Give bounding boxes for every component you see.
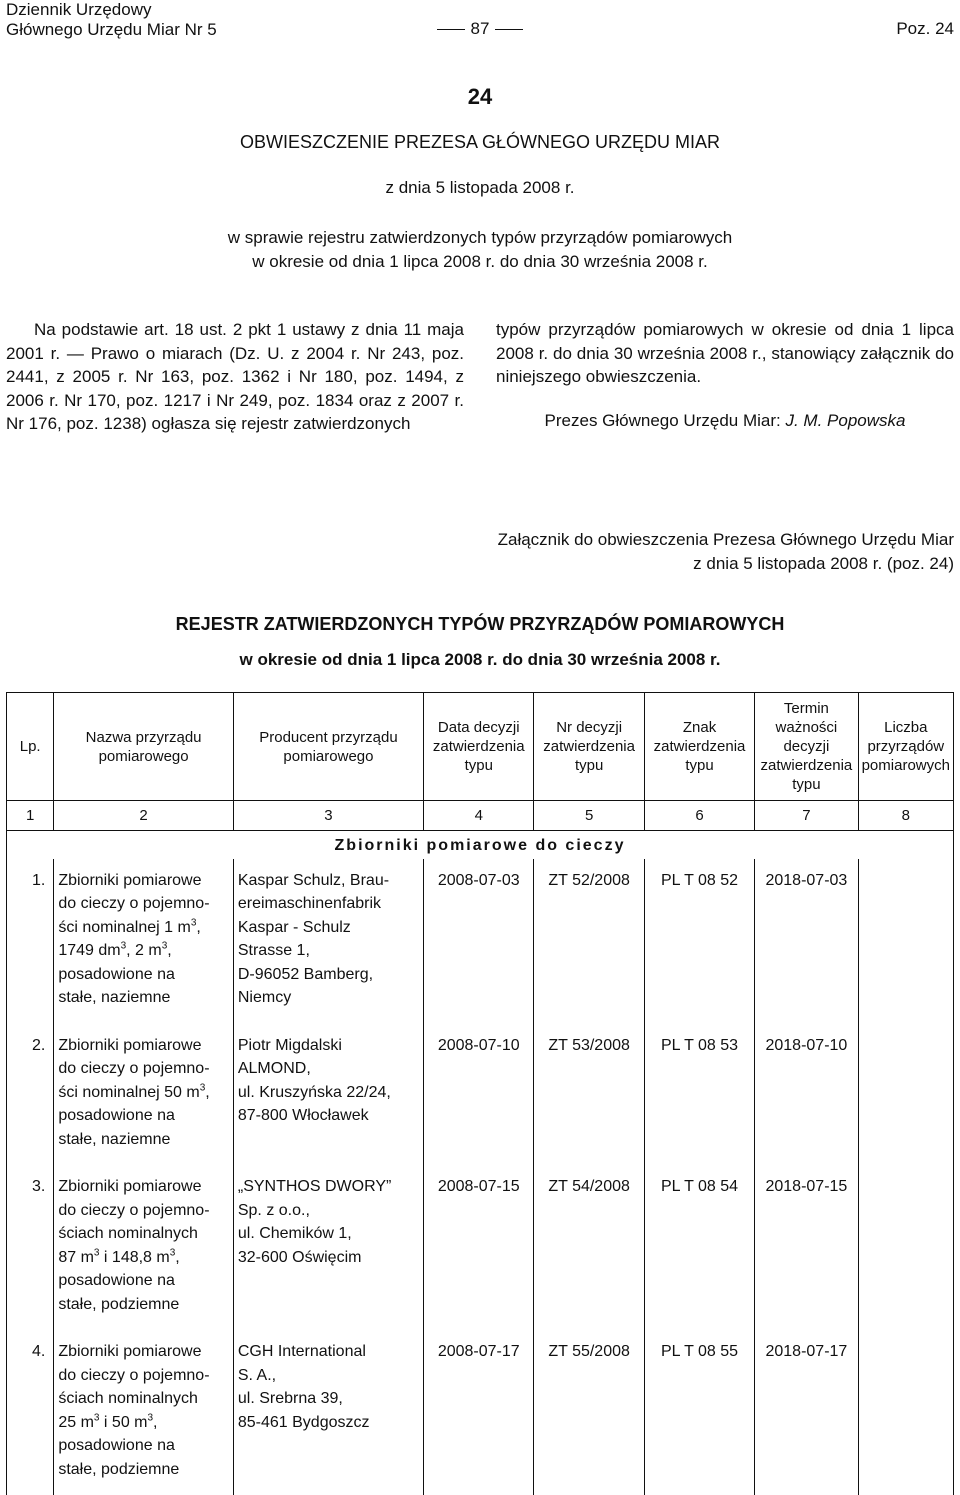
column-number: 6: [644, 801, 754, 831]
cell-name-text: ,: [175, 1248, 180, 1266]
cell-name-text: ,: [196, 918, 201, 936]
journal-title-line2: Głównego Urzędu Miar Nr 5: [6, 20, 217, 39]
cell-producer-line: Piotr Migdalski: [237, 1036, 342, 1054]
cell-name-text: i 50 m: [99, 1413, 148, 1431]
cell-decision-date: 2008-07-17: [424, 1330, 534, 1495]
cell-producer-line: Kaspar Schulz, Brau-: [237, 871, 390, 889]
unit-exponent: 3: [120, 940, 127, 952]
cell-name-text: Zbiorniki pomiarowe: [58, 1178, 202, 1195]
notice-body-left-text: Na podstawie art. 18 ust. 2 pkt 1 ustawy z dnia 11 maja 2001 r. — Prawo o miarach (Dz. U. z 2004 r. Nr 243, poz. 2441, z 2005 r. Nr 163, poz. 1362 i Nr 180, poz. 1494, z 2006 r. Nr 170, poz. 1217 i Nr 249, poz. 1834 oraz z 2007 r. Nr 176, poz. 1238) ogłasza się rejestr zatwierdzonych: [6, 320, 464, 434]
cell-producer-line: ul. Kruszyńska 22/24,: [237, 1083, 391, 1101]
signature: [496, 409, 954, 433]
cell-producer-line: Sp. z o.o.,: [237, 1201, 310, 1219]
col-header-decision-no: Nr decyzji zatwierdzenia typu: [534, 693, 644, 801]
cell-name-text: stałe, naziemne: [58, 1130, 171, 1148]
cell-name-text: do cieczy o pojemno-: [58, 895, 210, 912]
section-row: [7, 831, 954, 859]
cell-name: [54, 1024, 234, 1166]
column-number: 2: [54, 801, 234, 831]
cell-name-line: [58, 1104, 229, 1128]
cell-producer-line: 87-800 Włocławek: [237, 1107, 369, 1124]
cell-name-text: ści nominalnej 1 m: [58, 918, 191, 936]
cell-decision-no: ZT 55/2008: [534, 1330, 644, 1495]
cell-count: [858, 1165, 953, 1330]
cell-producer-line: ALMOND,: [237, 1060, 311, 1077]
cell-name-text: , 2 m: [126, 942, 162, 959]
cell-producer-line: ul. Chemików 1,: [237, 1225, 352, 1242]
col-header-name: Nazwa przyrządu pomiarowego: [54, 693, 234, 801]
cell-producer-line: 85-461 Bydgoszcz: [237, 1413, 370, 1431]
cell-name-line: [58, 1364, 229, 1388]
annex-line2: z dnia 5 listopada 2008 r. (poz. 24): [693, 554, 954, 573]
journal-title: [6, 0, 217, 40]
cell-name-text: ,: [167, 942, 172, 959]
cell-name-text: posadowione na: [58, 1107, 175, 1124]
cell-name: [54, 1330, 234, 1495]
cell-mark: PL T 08 53: [644, 1024, 754, 1166]
cell-validity: 2018-07-10: [755, 1024, 858, 1166]
cell-name-line: [58, 1458, 229, 1482]
cell-name-text: ,: [153, 1413, 158, 1431]
cell-count: [858, 1330, 953, 1495]
cell-name-line: [58, 1293, 229, 1317]
cell-name-text: do cieczy o pojemno-: [58, 1060, 210, 1077]
unit-exponent: 3: [147, 1412, 154, 1424]
cell-name-line: [58, 1411, 229, 1435]
col-header-mark: Znak zatwierdzenia typu: [644, 693, 754, 801]
cell-name-line: [58, 1434, 229, 1458]
cell-decision-no: ZT 54/2008: [534, 1165, 644, 1330]
cell-name-text: do cieczy o pojemno-: [58, 1366, 210, 1384]
notice-subject: [0, 226, 960, 274]
page-number: [430, 19, 530, 39]
cell-count: [858, 1024, 953, 1166]
cell-name-line: [58, 1175, 229, 1199]
cell-producer-line: Kaspar - Schulz: [237, 918, 351, 936]
cell-decision-date: 2008-07-03: [424, 859, 534, 1024]
register-subtitle: w okresie od dnia 1 lipca 2008 r. do dnia 30 września 2008 r.: [239, 650, 721, 669]
cell-name-text: ściach nominalnych: [58, 1390, 198, 1407]
cell-name-text: ści nominalnej 50 m: [58, 1083, 200, 1101]
cell-mark: PL T 08 55: [644, 1330, 754, 1495]
cell-producer-line: ul. Srebrna 39,: [237, 1390, 343, 1407]
notice-title: OBWIESZCZENIE PREZESA GŁÓWNEGO URZĘDU MIAR: [239, 132, 721, 152]
cell-name: [54, 859, 234, 1024]
cell-producer: [233, 859, 423, 1024]
cell-decision-date: 2008-07-15: [424, 1165, 534, 1330]
cell-name-line: [58, 939, 229, 963]
cell-name-text: Zbiorniki pomiarowe: [58, 1343, 202, 1360]
section-label: Zbiorniki pomiarowe do cieczy: [7, 831, 954, 859]
unit-exponent: 3: [93, 1247, 100, 1259]
cell-validity: 2018-07-03: [755, 859, 858, 1024]
column-number: 5: [534, 801, 644, 831]
cell-name-text: 1749 dm: [58, 942, 121, 959]
cell-lp: 4.: [7, 1330, 54, 1495]
unit-exponent: 3: [161, 940, 168, 952]
page-number-value: 87: [470, 19, 490, 38]
table-row: [7, 1330, 954, 1495]
cell-name-text: stałe, podziemne: [58, 1295, 180, 1313]
register-title: REJESTR ZATWIERDZONYCH TYPÓW PRZYRZĄDÓW POMIAROWYCH: [175, 614, 785, 634]
col-header-producer: Producent przyrządu pomiarowego: [233, 693, 423, 801]
cell-mark: PL T 08 52: [644, 859, 754, 1024]
register-table: [6, 692, 954, 1495]
notice-body-right-text: typów przyrządów pomiarowych w okresie od dnia 1 lipca 2008 r. do dnia 30 września 2008 r., stanowiący załącznik do niniejszego obwieszczenia.: [496, 320, 954, 387]
dash-left: [437, 29, 465, 30]
cell-name-text: ściach nominalnych: [58, 1225, 198, 1242]
col-header-count: Liczba przyrządów pomiarowych: [858, 693, 953, 801]
column-numbers-row: [7, 801, 954, 831]
cell-validity: 2018-07-17: [755, 1330, 858, 1495]
unit-exponent: 3: [199, 1082, 206, 1094]
cell-decision-date: 2008-07-10: [424, 1024, 534, 1166]
unit-exponent: 3: [93, 1412, 100, 1424]
cell-name-line: [58, 892, 229, 916]
cell-name: [54, 1165, 234, 1330]
cell-name-text: ,: [205, 1083, 210, 1101]
cell-name-line: [58, 1057, 229, 1081]
table-row: [7, 1024, 954, 1166]
col-header-decision-date: Data decyzji zatwierdzenia typu: [424, 693, 534, 801]
cell-producer-line: D-96052 Bamberg,: [237, 965, 374, 983]
notice-date: z dnia 5 listopada 2008 r.: [385, 178, 575, 197]
cell-producer: [233, 1024, 423, 1166]
cell-name-text: do cieczy o pojemno-: [58, 1201, 210, 1219]
cell-name-line: [58, 1387, 229, 1411]
cell-name-text: posadowione na: [58, 965, 175, 983]
cell-producer-line: CGH International: [237, 1343, 366, 1360]
column-number: 8: [858, 801, 953, 831]
cell-name-line: [58, 1222, 229, 1246]
cell-name-line: [58, 963, 229, 987]
cell-validity: 2018-07-15: [755, 1165, 858, 1330]
table-row: [7, 1165, 954, 1330]
cell-name-line: [58, 1128, 229, 1152]
table-row: [7, 859, 954, 1024]
cell-name-line: [58, 1199, 229, 1223]
notice-subject-line1: w sprawie rejestru zatwierdzonych typów przyrządów pomiarowych: [227, 228, 733, 247]
cell-name-text: stałe, podziemne: [58, 1460, 180, 1478]
cell-lp: 3.: [7, 1165, 54, 1330]
cell-producer-line: 32-600 Oświęcim: [237, 1248, 362, 1266]
cell-producer-line: „SYNTHOS DWORY”: [237, 1178, 392, 1195]
col-header-validity: Termin ważności decyzji zatwierdzenia typu: [755, 693, 858, 801]
cell-decision-no: ZT 53/2008: [534, 1024, 644, 1166]
column-number: 1: [7, 801, 54, 831]
cell-producer: [233, 1165, 423, 1330]
cell-name-line: [58, 1340, 229, 1364]
unit-exponent: 3: [169, 1247, 176, 1259]
unit-exponent: 3: [190, 917, 197, 929]
dash-right: [495, 29, 523, 30]
signature-name: J. M. Popowska: [785, 410, 906, 430]
cell-producer-line: ereimaschinenfabrik: [237, 895, 382, 912]
cell-name-line: [58, 1081, 229, 1105]
notice-subject-line2: w okresie od dnia 1 lipca 2008 r. do dnia 30 września 2008 r.: [252, 252, 708, 271]
col-header-lp: Lp.: [7, 693, 54, 801]
column-number: 3: [233, 801, 423, 831]
cell-name-text: posadowione na: [58, 1437, 175, 1454]
column-number: 4: [424, 801, 534, 831]
annex-caption: [498, 528, 954, 576]
cell-name-line: [58, 1246, 229, 1270]
cell-count: [858, 859, 953, 1024]
cell-producer: [233, 1330, 423, 1495]
cell-name-text: 25 m: [58, 1413, 94, 1431]
cell-name-text: Zbiorniki pomiarowe: [58, 871, 202, 889]
annex-line1: Załącznik do obwieszczenia Prezesa Głównego Urzędu Miar: [497, 530, 954, 549]
cell-producer-line: Niemcy: [237, 989, 292, 1006]
notice-body-left: [6, 318, 464, 436]
cell-name-line: [58, 1034, 229, 1058]
cell-name-text: i 148,8 m: [99, 1248, 170, 1266]
signature-label: Prezes Głównego Urzędu Miar:: [544, 410, 786, 430]
cell-lp: 1.: [7, 859, 54, 1024]
cell-name-line: [58, 916, 229, 940]
cell-name-line: [58, 1269, 229, 1293]
cell-decision-no: ZT 52/2008: [534, 859, 644, 1024]
cell-name-line: [58, 986, 229, 1010]
table-header-row: [7, 693, 954, 801]
cell-name-line: [58, 869, 229, 893]
journal-title-line1: Dziennik Urzędowy: [6, 0, 152, 19]
cell-mark: PL T 08 54: [644, 1165, 754, 1330]
cell-producer-line: Strasse 1,: [237, 942, 310, 959]
cell-name-text: posadowione na: [58, 1272, 175, 1289]
column-number: 7: [755, 801, 858, 831]
notice-body-right: [496, 318, 954, 432]
position-label: Poz. 24: [896, 19, 954, 38]
cell-name-text: stałe, naziemne: [58, 989, 171, 1006]
cell-name-text: 87 m: [58, 1248, 94, 1266]
cell-name-text: Zbiorniki pomiarowe: [58, 1036, 202, 1054]
cell-producer-line: S. A.,: [237, 1366, 277, 1384]
cell-lp: 2.: [7, 1024, 54, 1166]
notice-number: 24: [467, 84, 493, 109]
